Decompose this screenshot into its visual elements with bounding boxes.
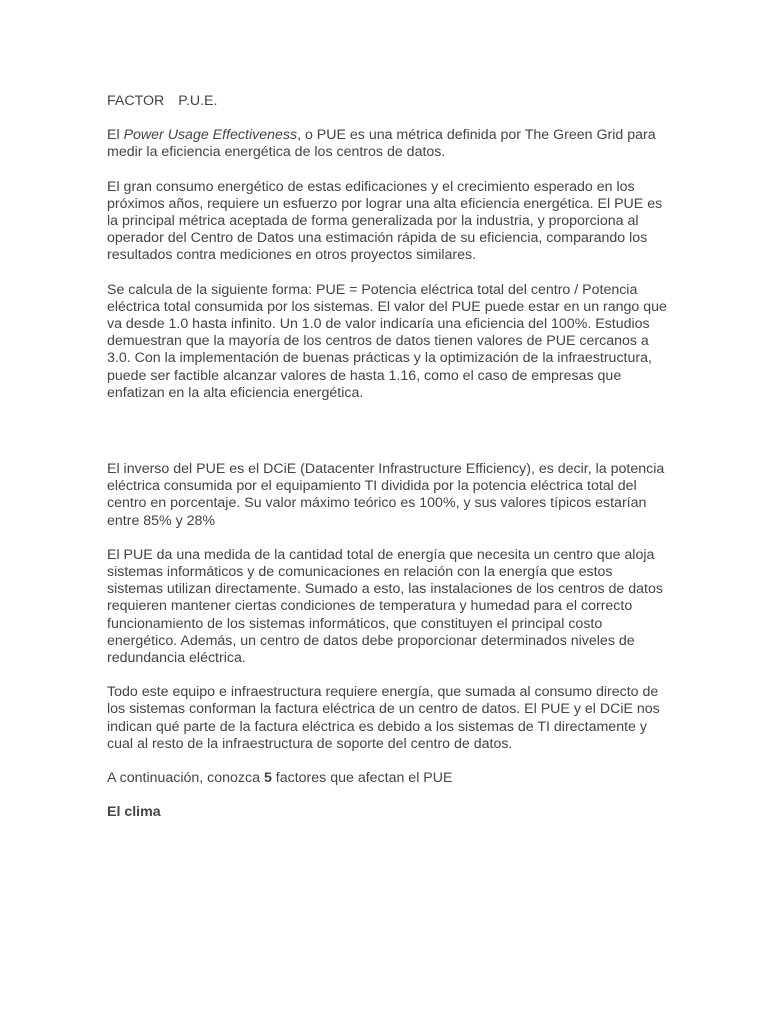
p1-prefix: El (107, 127, 124, 144)
p7-count: 5 (263, 770, 272, 787)
paragraph-infrastructure: Todo este equipo e infraestructura requiere energía, que sumada al consumo directo de los sistemas conforman la factura eléctrica de un centro de datos. El PUE y el DCiE nos indican qué parte de la factura eléctrica es debido a los sistemas de TI directamente y cual al resto de la infraestructura de soporte del centro de datos. (107, 684, 660, 752)
document-title (107, 93, 667, 110)
paragraph-calculation: Se calcula de la siguiente forma: PUE = Potencia eléctrica total del centro / Potencia eléctrica total consumida por los sistemas. El valor del PUE puede estar en un rango que va desde 1.0 hasta infinito. Un 1.0 de valor indicaría una eficiencia del 100%. Estudios demuestran que la mayoría de los centros de datos tienen valores de PUE cercanos a 3.0. Con la implementación de buenas prácticas y la optimización de la infraestructura, puede ser factible alcanzar valores de hasta 1.16, como el caso de empresas que enfatizan en la alta eficiencia energética. (107, 281, 667, 401)
paragraph-factors-intro (107, 770, 667, 787)
title-pue: P.U.E. (178, 93, 218, 109)
p7-suffix: factores que afectan el PUE (271, 770, 453, 787)
paragraph-consumption: El gran consumo energético de estas edificaciones y el crecimiento esperado en los próximos años, requiere un esfuerzo por lograr una alta eficiencia energética. El PUE es la principal métrica aceptada de forma generalizada por la industria, y proporciona al operador del Centro de Datos una estimación rápida de su eficiencia, comparando los resultados contra mediciones en otros proyectos similares. (107, 178, 663, 264)
paragraph-definition (107, 127, 667, 161)
document-page (107, 93, 667, 822)
paragraph-energy-measure: El PUE da una medida de la cantidad total de energía que necesita un centro que aloja sistemas informáticos y de comunicaciones en relación con la energía que estos sistemas utilizan directamente. Sumado a esto, las instalaciones de los centros de datos requieren mantener ciertas condiciones de temperatura y humedad para el correcto funcionamiento de los sistemas informáticos, que constituyen el principal costo energético. Además, un centro de datos debe proporcionar determinados niveles de redundancia eléctrica. (107, 546, 663, 667)
title-factor: FACTOR (107, 93, 165, 109)
p7-prefix: A continuación, conozca (107, 770, 264, 787)
p1-suffix: , o PUE es una métrica definida por The Green Grid para medir la eficiencia energética de los centros de datos. (107, 127, 656, 161)
paragraph-dcie: El inverso del PUE es el DCiE (Datacenter Infrastructure Efficiency), es decir, la potencia eléctrica consumida por el equipamiento TI dividida por la potencia eléctrica total del centro en porcentaje. Su valor máximo teórico es 100%, y sus valores típicos estarían entre 85% y 28% (107, 461, 665, 529)
section-heading-clima: El clima (107, 804, 161, 821)
p1-italic-term: Power Usage Effectiveness (123, 127, 298, 144)
